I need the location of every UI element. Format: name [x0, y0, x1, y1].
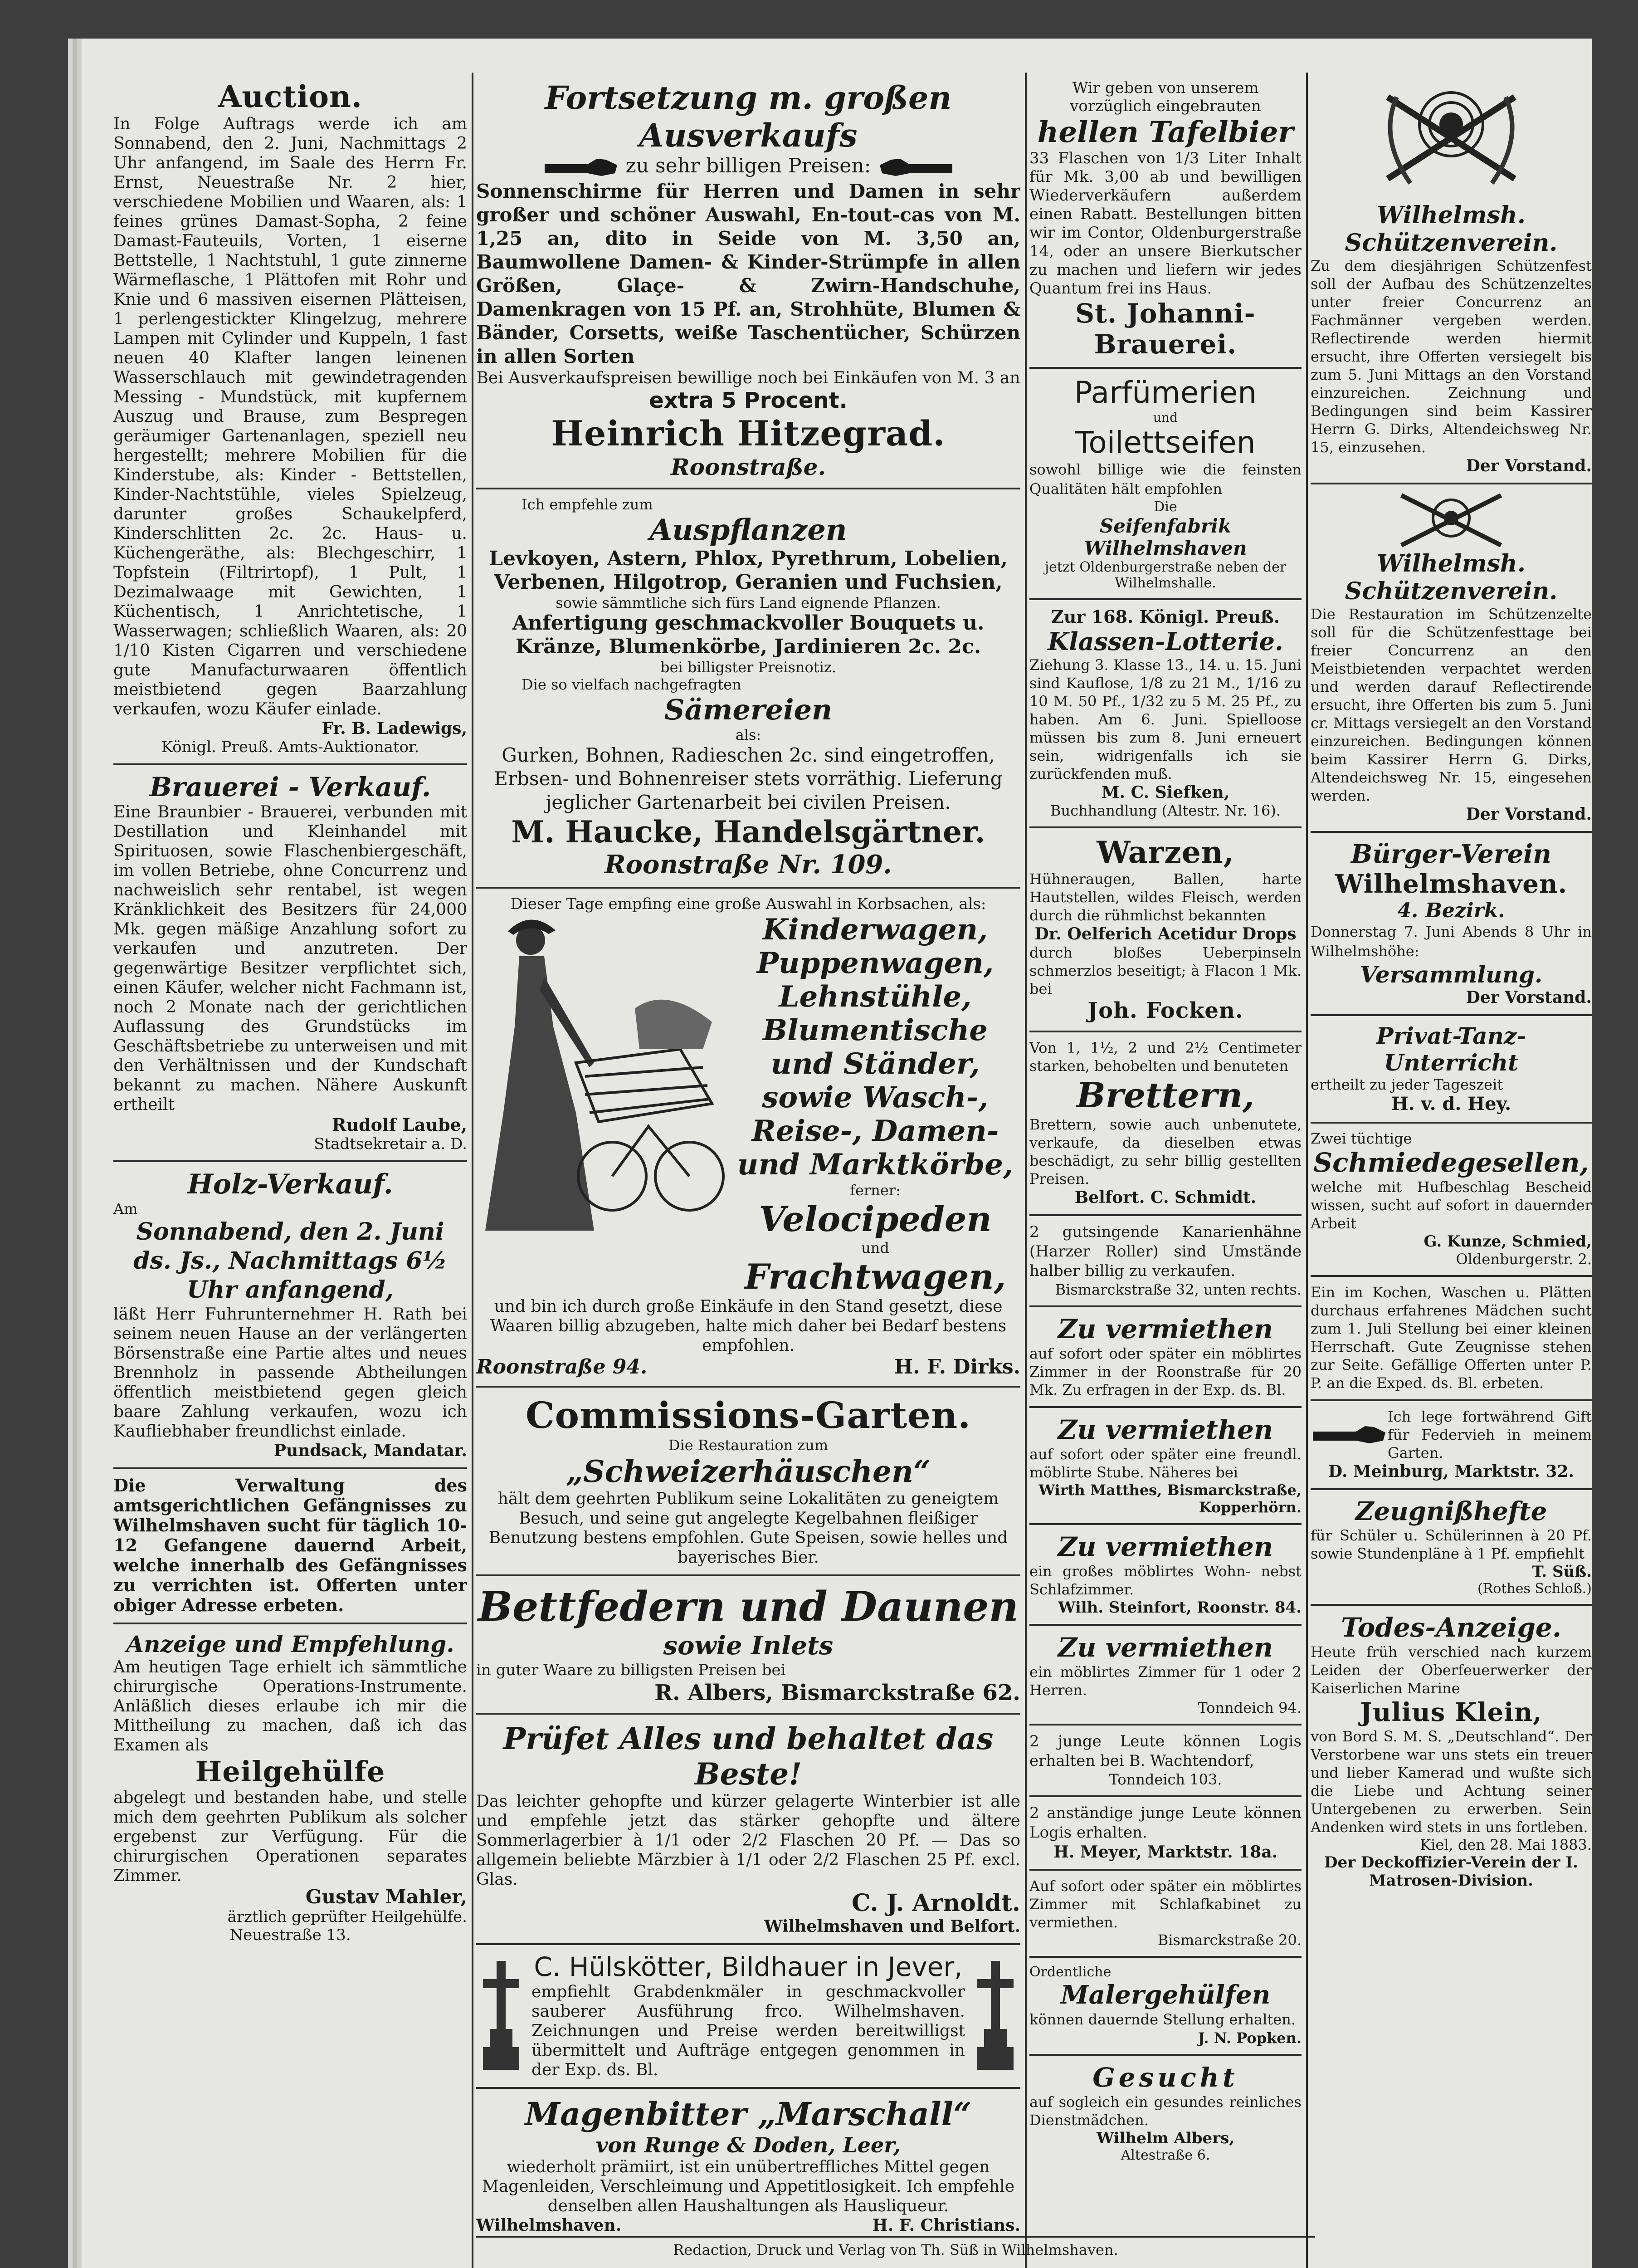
- ad-title: Velocipeden: [759, 1198, 992, 1239]
- ad-subtitle-text: zu sehr billigen Preisen:: [625, 154, 871, 177]
- ad-body: 33 Flaschen von 1/3 Liter Inhalt für Mk. 3,00 ab und bewilligen Wiederverkäufern außerdem einen Rabatt. Bestellungen bitten wir im Contor, Oldenburgerstraße 14, oder an unsere Bierkutscher zu machen und liefern wir jedes Quantum frei ins Haus.: [1029, 149, 1302, 298]
- column-4: [1311, 73, 1592, 2268]
- ad-title: Fortsetzung m. großen Ausverkaufs: [545, 79, 952, 154]
- column-3: [1029, 73, 1302, 2268]
- ad-body: Zu dem diesjährigen Schützenfest soll der Aufbau des Schützenzeltes unter freier Concurrenz an Fachmänner vergeben werden. Reflectirende werden hiermit ersucht, ihre Offerten versiegelt bis zum 5. Juni Mittags an den Vorstand einzureichen. Zeichnung und Bedingungen sind beim Kassirer Herrn G. Dirks, Altendeichsweg Nr. 15, einzusehen.: [1311, 257, 1592, 456]
- ad-body: läßt Herr Fuhrunternehmer H. Rath bei seinem neuen Hause an der verlängerten Börsenstraße eine Partie altes und neues Brennholz in passende Abtheilungen öffentlich meistbietend gegen gleich baare Zahlung verkaufen, wozu ich Kaufliebhaber freundlichst einlade.: [113, 1305, 467, 1441]
- ad-body: Heute früh verschied nach kurzem Leiden der Oberfeuerwerker der Kaiserlichen Marine: [1311, 1643, 1592, 1697]
- ad-body: Das leichter gehopfte und kürzer gelagerte Winterbier ist alle und empfehle jetzt das stärker gehopfte und ältere Sommerlagerbier à 1/1 oder 2/2 Flaschen 20 Pf. — Das so allgemein beliebte Märzbier à 1/1 oder 2/2 Flaschen 25 Pf. excl. Glas.: [476, 1792, 1020, 1889]
- ad-text: und: [861, 1239, 889, 1256]
- ad-text: Zur 168. Königl. Preuß.: [1051, 606, 1280, 627]
- ad-body: Ein im Kochen, Waschen u. Plätten durchaus erfahrenes Mädchen sucht zum 1. Juli Stellung bei einer kleinen Herrschaft. Gute Zeugnisse stehen zur Seite. Gefällige Offerten unter P. P. an die Exped. ds. Bl. erbeten.: [1311, 1284, 1592, 1392]
- ad-signature-title: Stadtsekretair a. D.: [314, 1135, 467, 1153]
- ad-parfuemerien: [1029, 369, 1302, 600]
- ad-signature: M. C. Siefken,: [1101, 783, 1230, 802]
- ad-bettfedern: [476, 1576, 1020, 1715]
- ad-text: Dieser Tage empfing eine große Auswahl in Korbsachen, als:: [510, 894, 986, 913]
- pointing-hand-icon: [1311, 1422, 1388, 1447]
- ad-title: Todes-Anzeige.: [1341, 1612, 1562, 1643]
- ad-title: C. Hülskötter, Bildhauer in Jever,: [534, 1951, 963, 1982]
- ad-title: Versammlung.: [1360, 961, 1543, 988]
- ad-gift: [1311, 1401, 1592, 1490]
- ad-title: Brettern,: [1076, 1075, 1255, 1115]
- pointing-hand-icon: [878, 155, 955, 180]
- ad-title: Wilhelmsh. Schützenverein.: [1345, 550, 1558, 605]
- ad-brettern: [1029, 1032, 1302, 1216]
- ad-text: Zwei tüchtige: [1311, 1130, 1412, 1147]
- ad-signature: Fr. B. Ladewigs,: [322, 719, 467, 738]
- ad-title: Wilhelmsh. Schützenverein.: [1345, 201, 1558, 257]
- ad-body: welche mit Hufbeschlag Bescheid wissen, sucht auf sofort in dauernder Arbeit: [1311, 1178, 1592, 1232]
- ad-signature: R. Albers, Bismarckstraße 62.: [654, 1680, 1020, 1706]
- gravestone-cross-icon: [970, 1956, 1020, 2074]
- ad-title: Commissions-Garten.: [525, 1393, 971, 1437]
- ad-address: Roonstraße Nr. 109.: [604, 849, 892, 880]
- ad-body: auf sogleich ein gesundes reinliches Dienstmädchen.: [1029, 2093, 1302, 2129]
- ad-signature: Gustav Mahler,: [305, 1886, 467, 1908]
- ad-text: Die so vielfach nachgefragten: [522, 675, 741, 693]
- ad-signature-title: Königl. Preuß. Amts-Auktionator.: [161, 738, 419, 756]
- ad-schuetzenverein-1: [1311, 73, 1592, 484]
- ad-title: Kinderwagen, Puppenwagen, Lehnstühle, Blumentische und Ständer, sowie Wasch-, Reise-, Damen- und Marktkörbe,: [737, 912, 1014, 1182]
- ad-body: Levkoyen, Astern, Phlox, Pyrethrum, Lobelien, Verbenen, Hilgotrop, Geranien und Fuchsien,: [489, 547, 1008, 594]
- ad-huelskoetter: [476, 1945, 1020, 2089]
- ad-title: Prüfet Alles und behaltet das Beste!: [503, 1721, 994, 1792]
- ad-body: Eine Braunbier - Brauerei, verbunden mit Destillation und Kleinhandel mit Spirituosen, sowie Flaschenbiergeschäft, im vollen Betriebe, ohne Concurrenz und nachweislich sehr rentabel, ist wegen Kränklichkeit des Besitzers für 24,000 Mk. gegen mäßige Anzahlung sofort zu verkaufen und anzutreten. Der gegenwärtige Besitzer verpflichtet sich, einen Käufer, welcher nicht Fachmann ist, noch 2 Monate nach der gerichtlichen Auflassung des Grundstücks im Geschäftsbetriebe zu unterweisen und mit den Verhältnissen und der Kundschaft bekannt zu machen. Nähere Auskunft ertheilt: [113, 803, 467, 1114]
- ad-body: empfiehlt Grabdenkmäler in geschmackvoller sauberer Ausführung frco. Wilhelmshaven. Zeichnungen und Preise werden bereitwilligst übermittelt und Aufträge entgegen genommen in der Exp. ds. Bl.: [531, 1982, 965, 2079]
- ad-title: Magenbitter „Marschall“: [525, 2095, 972, 2133]
- ad-text: Ich empfehle zum: [522, 495, 653, 513]
- ad-tanz-unterricht: [1311, 1016, 1592, 1124]
- ad-signature: Der Deckoffizier-Verein der I. Matrosen-Division.: [1324, 1853, 1578, 1890]
- ad-signature: H. F. Dirks.: [894, 1355, 1020, 1378]
- ad-title: Wilhelmshaven.: [1335, 869, 1568, 899]
- ad-signature: H. v. d. Hey.: [1391, 1093, 1511, 1114]
- shooting-target-emblem: [1370, 79, 1533, 201]
- ad-verwaltung: [113, 1469, 467, 1624]
- ad-subtitle: sowie Inlets: [663, 1630, 834, 1661]
- gravestone-cross-icon: [476, 1956, 526, 2074]
- woman-with-pram-illustration: [476, 913, 730, 1258]
- ad-signature: Pundsack, Mandatar.: [273, 1441, 467, 1460]
- ad-text: ferner:: [850, 1181, 901, 1199]
- ad-signature: St. Johanni-Brauerei.: [1075, 298, 1256, 360]
- ad-address: jetzt Oldenburgerstraße neben der Wilhelmshalle.: [1044, 559, 1287, 591]
- ad-signature: Heinrich Hitzegrad.: [551, 413, 946, 454]
- ad-body: können dauernde Stellung erhalten.: [1029, 2011, 1296, 2028]
- ad-address: Tonndeich 94.: [1198, 1699, 1302, 1716]
- ad-address: (Rothes Schloß.): [1477, 1581, 1592, 1597]
- column-rule: [1306, 73, 1308, 2268]
- ad-body: sowohl billige wie die feinsten Qualitäten hält empfohlen: [1029, 461, 1302, 498]
- ad-body: Donnerstag 7. Juni Abends 8 Uhr in Wilhelmshöhe:: [1311, 923, 1592, 960]
- ad-name: Julius Klein,: [1360, 1697, 1542, 1727]
- ad-date: Sonnabend, den 2. Juni ds. Js., Nachmittags 6½ Uhr anfangend,: [133, 1218, 447, 1304]
- ad-address: Altestraße 6.: [1121, 2147, 1210, 2163]
- ad-address: Buchhandlung (Altestr. Nr. 16).: [1050, 802, 1281, 819]
- ad-title: Auspflanzen: [649, 513, 847, 547]
- ad-text: Wir geben von unserem vorzüglich eingebrauten: [1070, 79, 1261, 115]
- ad-gesucht: [1029, 2056, 1302, 2170]
- ad-brauerei: [113, 765, 467, 1162]
- column-rule: [1025, 73, 1027, 2268]
- ad-body: ein großes möblirtes Wohn- nebst Schlafzimmer.: [1029, 1563, 1302, 1598]
- imprint-footer: Redaction, Druck und Verlag von Th. Süß in Wilhelmshaven.: [476, 2236, 1315, 2258]
- ad-title: Zu vermiethen: [1058, 1632, 1273, 1663]
- ad-body: durch bloßes Ueberpinseln schmerzlos beseitigt; à Flacon 1 Mk. bei: [1029, 944, 1302, 997]
- ad-subtitle: 4. Bezirk.: [1397, 899, 1505, 922]
- ad-text: Die: [1154, 499, 1177, 515]
- ad-arnoldt: [476, 1715, 1020, 1945]
- ad-title: Frachtwagen,: [744, 1256, 1006, 1297]
- ad-address: Roonstraße.: [671, 453, 826, 480]
- ad-body: ein möblirtes Zimmer für 1 oder 2 Herren.: [1029, 1663, 1302, 1699]
- ad-subtitle: [476, 154, 1020, 180]
- ad-maedchen: [1311, 1277, 1592, 1401]
- ad-logis-2: [1029, 1797, 1302, 1871]
- ad-text: Die Restauration zum: [668, 1436, 829, 1454]
- ad-address: Tonndeich 103.: [1109, 1771, 1222, 1788]
- ad-title: Brauerei - Verkauf.: [149, 772, 431, 802]
- ad-signature: Seifenfabrik Wilhelmshaven: [1084, 515, 1247, 559]
- ad-body: In Folge Auftrags werde ich am Sonnabend, den 2. Juni, Nachmittags 2 Uhr anfangend, im Saale des Herrn Fr. Ernst, Neuestraße Nr. 2 hier, verschiedene Mobilien und Waaren, als: 1 feines grünes Damast-Sopha, 2 feine Damast-Fauteuils, Vorten, 1 eiserne Bettstelle, 1 Nachtstuhl, 1 gute zinnerne Wärmeflasche, 1 Plättofen mit Rohr und Knie und 6 massiven eisernen Plätteisen, 1 perlengestickter Klingelzug, mehrere Lampen mit Cylinder und Kuppeln, 1 fast neuen 40 Klafter langen leinenen Wasserschlauch mit gewindetragenden Messing - Mundstück, mit kupfernem Auszug und Brause, zum Bespregen geräumiger Gartenanlagen, speziell neu hergestellt; mehrere Mobilien für die Kinderstube, als: Kinder - Bettstellen, Kinder-Nachtstühle, vieles Spielzeug, darunter großes Schaukelpferd, Kinderschlitten 2c. 2c. Haus- u. Küchengeräthe, als: Blechgeschirr, 1 Topfstein (Filtrirtopf), 1 Pult, 1 Dezimalwaage mit Gewichten, 1 Küchentisch, 1 Anrichtetische, 1 Wasserwagen; schließlich Waaren, als: 20 1/10 Kisten Cigarren und verschiedene gute Manufacturwaaren öffentlich meistbietend gegen Baarzahlung verkaufen, wozu Käufer einlade.: [113, 115, 467, 719]
- ad-body: 2 gutsingende Kanarienhähne (Harzer Roller) sind Umstände halber billig zu verkaufen.: [1029, 1223, 1302, 1280]
- ad-signature: Wilhelm Albers,: [1096, 2129, 1235, 2147]
- ad-body: Ich lege fortwährend Gift für Federvieh in meinem Garten.: [1388, 1408, 1592, 1461]
- ad-magenbitter: [476, 2089, 1020, 2242]
- ad-text: sowie sämmtliche sich fürs Land eignende Pflanzen.: [556, 594, 941, 611]
- ad-malergehuelfen: [1029, 1958, 1302, 2056]
- ad-title: Heilgehülfe: [195, 1755, 385, 1788]
- ad-signature: D. Meinburg, Marktstr. 32.: [1328, 1462, 1575, 1481]
- ad-body: Am heutigen Tage erhielt ich sämmtliche chirurgische Operations-Instrumente. Anläßlich dieses erlaube ich mir die Mittheilung zu machen, daß ich das Examen als: [113, 1658, 467, 1755]
- ad-warzen: [1029, 828, 1302, 1032]
- ad-title: Parfümerien: [1074, 375, 1257, 410]
- ad-signature: Der Vorstand.: [1466, 805, 1592, 824]
- ad-heilgehuelfe: [113, 1624, 467, 1951]
- ad-body: Sonnenschirme für Herren und Damen in sehr großer und schöner Auswahl, En-tout-cas von M. 1,25 an, dito in Seide von M. 3,50 an, Baumwollene Damen- & Kinder-Strümpfe in allen Größen, Glaçe- & Zwirn-Handschuhe, Damenkragen von 15 Pf. an, Strohhüte, Blumen & Bänder, Corsetts, weiße Taschentücher, Schürzen in allen Sorten: [476, 180, 1020, 367]
- ad-lotterie: [1029, 600, 1302, 828]
- ad-address: Wilhelmshaven und Belfort.: [764, 1916, 1020, 1936]
- ad-auction: [113, 73, 467, 765]
- ad-title: Gesucht: [1092, 2062, 1238, 2093]
- column-rule: [472, 73, 473, 2268]
- ad-title: Toilettseifen: [1075, 425, 1256, 460]
- ad-vermiethen-3: [1029, 1525, 1302, 1626]
- ad-text: und: [1153, 410, 1178, 425]
- ad-body: für Schüler u. Schülerinnen à 20 Pf. sowie Stundenpläne à 1 Pf. empfiehlt: [1311, 1527, 1592, 1562]
- ad-kabinet: [1029, 1871, 1302, 1958]
- ad-text: Am: [113, 1200, 138, 1217]
- ad-title: Sämereien: [664, 693, 833, 726]
- ad-title: Privat-Tanz-Unterricht: [1376, 1022, 1526, 1076]
- ad-title: hellen Tafelbier: [1037, 115, 1294, 149]
- ad-title: Anzeige und Empfehlung.: [126, 1631, 454, 1657]
- crossed-rifles-target-emblem: [1383, 491, 1519, 550]
- ad-body: Bei Ausverkaufspreisen bewillige noch bei Einkäufen von M. 3 an: [476, 368, 1020, 387]
- column-1: [113, 73, 467, 2268]
- ad-address: Bismarckstraße 32, unten rechts.: [1055, 1281, 1302, 1298]
- ad-body: Gurken, Bohnen, Radieschen 2c. sind eingetroffen, Erbsen- und Bohnenreiser stets vorräthig. Lieferung jeglicher Gartenarbeit bei civilen Preisen.: [494, 743, 1003, 813]
- ad-tafelbier: [1029, 73, 1302, 369]
- ad-buerger-verein: [1311, 833, 1592, 1016]
- ad-signature: Der Vorstand.: [1466, 456, 1592, 475]
- ad-vermiethen-1: [1029, 1307, 1302, 1408]
- ad-signature: Joh. Focken.: [1087, 998, 1243, 1023]
- ad-body: Von 1, 1½, 2 und 2½ Centimeter starken, behobelten und benuteten: [1029, 1039, 1302, 1075]
- ad-text: bei billigster Preisnotiz.: [660, 658, 836, 676]
- ad-schmiedegesellen: [1311, 1124, 1592, 1277]
- ad-dirks: [476, 889, 1020, 1388]
- ad-title: Auction.: [218, 79, 362, 114]
- ad-signature: Wirth Matthes, Bismarckstraße, Kopperhörn.: [1038, 1481, 1302, 1516]
- ad-body: abgelegt und bestanden habe, und stelle mich dem geehrten Publikum als solcher ergebenst zur Verfügung. Für die chirurgischen Operationen separates Zimmer.: [113, 1789, 467, 1885]
- ad-highlight: extra 5 Procent.: [649, 387, 848, 413]
- ad-signature: H. Meyer, Marktstr. 18a.: [1053, 1843, 1278, 1862]
- ad-commissions-garten: [476, 1388, 1020, 1576]
- ad-date: Kiel, den 28. Mai 1883.: [1420, 1836, 1592, 1853]
- ad-title: Zu vermiethen: [1058, 1531, 1273, 1562]
- ad-body: Die Restauration im Schützenzelte soll für die Schützenfesttage bei freier Concurrenz an den Meistbietenden verpachtet werden und werden darauf Reflectirende ersucht, ihre Offerten bis zum 5. Juni cr. Mittags versiegelt an den Vorstand einzureichen. Bedingungen können beim Kassirer Herrn G. Dirks, Altendeichsweg Nr. 15, eingesehen werden.: [1311, 606, 1592, 804]
- ad-body: Die Verwaltung des amtsgerichtlichen Gefängnisses zu Wilhelmshaven sucht für täglich 10-12 Gefangene dauernd Arbeit, welche innerhalb des Gefängnisses zu verrichten ist. Offerten unter obiger Adresse erbeten.: [113, 1475, 467, 1615]
- ad-address: Roonstraße 94.: [476, 1355, 648, 1378]
- ad-title: Warzen,: [1097, 835, 1234, 870]
- ad-title: Zeugnißhefte: [1355, 1496, 1547, 1526]
- ad-body: ertheilt zu jeder Tageszeit: [1311, 1076, 1503, 1093]
- ad-body: auf sofort oder später ein möblirtes Zimmer in der Roonstraße für 20 Mk. Zu erfragen in der Exp. ds. Bl.: [1029, 1345, 1302, 1398]
- ad-text: als:: [735, 726, 761, 743]
- ad-address: Neuestraße 13.: [229, 1926, 351, 1944]
- ad-title: Schmiedegesellen,: [1313, 1147, 1589, 1178]
- ad-kanarien: [1029, 1216, 1302, 1307]
- ad-title: Bettfedern und Daunen: [478, 1582, 1019, 1631]
- ad-title: Klassen-Lotterie.: [1048, 627, 1283, 656]
- column-2: [476, 73, 1020, 2268]
- ad-body: in guter Waare zu billigsten Preisen bei: [476, 1661, 786, 1679]
- ad-logis-1: [1029, 1725, 1302, 1797]
- ad-holz: [113, 1162, 467, 1469]
- ad-haucke: [476, 489, 1020, 889]
- ad-body: hält dem geehrten Publikum seine Lokalitäten zu geneigtem Besuch, und seine gut angelegte Kegelbahnen fleißiger Benutzung bestens empfohlen. Gute Speisen, sowie helles und bayerisches Bier.: [488, 1489, 1008, 1567]
- ad-title: „Schweizerhäuschen“: [566, 1453, 931, 1489]
- ad-body: Hühneraugen, Ballen, harte Hautstellen, wildes Fleisch, werden durch die rühmlichst bekannten: [1029, 870, 1302, 924]
- ad-address: Bismarckstraße 20.: [1157, 1931, 1302, 1949]
- ad-body: wiederholt prämiirt, ist ein unübertreffliches Mittel gegen Magenleiden, Verschleimung und Appetitlosigkeit. Ich empfehle denselben allen Haushaltungen als Hausliqueur.: [482, 2157, 1014, 2215]
- ad-signature: Wilh. Steinfort, Roonstr. 84.: [1058, 1598, 1302, 1617]
- ad-ausverkauf: [476, 73, 1020, 489]
- ad-subtitle: von Runge & Doden, Leer,: [595, 2132, 901, 2157]
- ad-title: Zu vermiethen: [1058, 1314, 1273, 1344]
- ad-body: 2 anständige junge Leute können Logis erhalten.: [1029, 1804, 1302, 1842]
- ad-address: Oldenburgerstr. 2.: [1456, 1251, 1592, 1268]
- ad-signature: T. Süß.: [1532, 1563, 1592, 1581]
- ad-signature: Rudolf Laube,: [332, 1114, 467, 1135]
- ad-text: Ordentliche: [1029, 1964, 1112, 1980]
- ad-zeugnisshefte: [1311, 1490, 1592, 1606]
- pointing-hand-icon: [542, 155, 619, 180]
- ad-body: und bin ich durch große Einkäufe in den Stand gesetzt, diese Waaren billig abzugeben, halte mich daher bei Bedarf bestens empfohlen.: [490, 1297, 1007, 1355]
- ad-signature: Belfort. C. Schmidt.: [1074, 1188, 1257, 1207]
- ad-address: Wilhelmshaven.: [476, 2215, 622, 2235]
- ad-todes-anzeige: [1311, 1606, 1592, 1897]
- ad-body: Brettern, sowie auch unbenutete, verkaufe, da dieselben etwas beschädigt, zu sehr billig gestellten Preisen.: [1029, 1116, 1302, 1188]
- ad-title: Malergehülfen: [1060, 1980, 1271, 2010]
- ad-signature: C. J. Arnoldt.: [852, 1889, 1020, 1917]
- ad-body: von Bord S. M. S. „Deutschland“. Der Verstorbene war uns stets ein treuer und lieber Kamerad und wußte sich die Liebe und Achtung seiner Untergebenen zu erwerben. Sein Andenken wird stets in uns fortleben.: [1311, 1728, 1592, 1836]
- ad-body: Auf sofort oder später ein möblirtes Zimmer mit Schlafkabinet zu vermiethen.: [1029, 1877, 1302, 1931]
- ad-product: Dr. Oelferich Acetidur Drops: [1034, 924, 1297, 943]
- ad-signature: M. Haucke, Handelsgärtner.: [511, 814, 985, 850]
- ad-body: auf sofort oder später eine freundl. möblirte Stube. Näheres bei: [1029, 1446, 1302, 1481]
- ad-body: 2 junge Leute können Logis erhalten bei B. Wachtendorf,: [1029, 1732, 1302, 1770]
- ad-signature: G. Kunze, Schmied,: [1424, 1232, 1592, 1251]
- ad-schuetzenverein-2: [1311, 484, 1592, 833]
- ad-signature-title: ärztlich geprüfter Heilgehülfe.: [227, 1908, 467, 1926]
- ad-signature: J. N. Popken.: [1198, 2029, 1302, 2047]
- ad-signature: H. F. Christians.: [872, 2215, 1020, 2235]
- ad-title: Holz-Verkauf.: [187, 1168, 393, 1200]
- ad-body: Anfertigung geschmackvoller Bouquets u. Kränze, Blumenkörbe, Jardinieren 2c. 2c.: [512, 611, 985, 658]
- ad-body: Ziehung 3. Klasse 13., 14. u. 15. Juni sind Kauflose, 1/8 zu 21 M., 1/16 zu 10 M. 50 Pf., 1/32 zu 5 M. 25 Pf., zu haben. Am 6. Juni. Spielloose müssen bis zum 8. Juni erneuert sein, widrigenfalls ich sie zurückfenden muß.: [1029, 656, 1302, 782]
- ad-vermiethen-4: [1029, 1626, 1302, 1725]
- ad-signature: Der Vorstand.: [1466, 988, 1592, 1007]
- ad-title: Zu vermiethen: [1058, 1414, 1273, 1445]
- ad-title: Bürger-Verein: [1350, 839, 1552, 869]
- ad-vermiethen-2: [1029, 1408, 1302, 1525]
